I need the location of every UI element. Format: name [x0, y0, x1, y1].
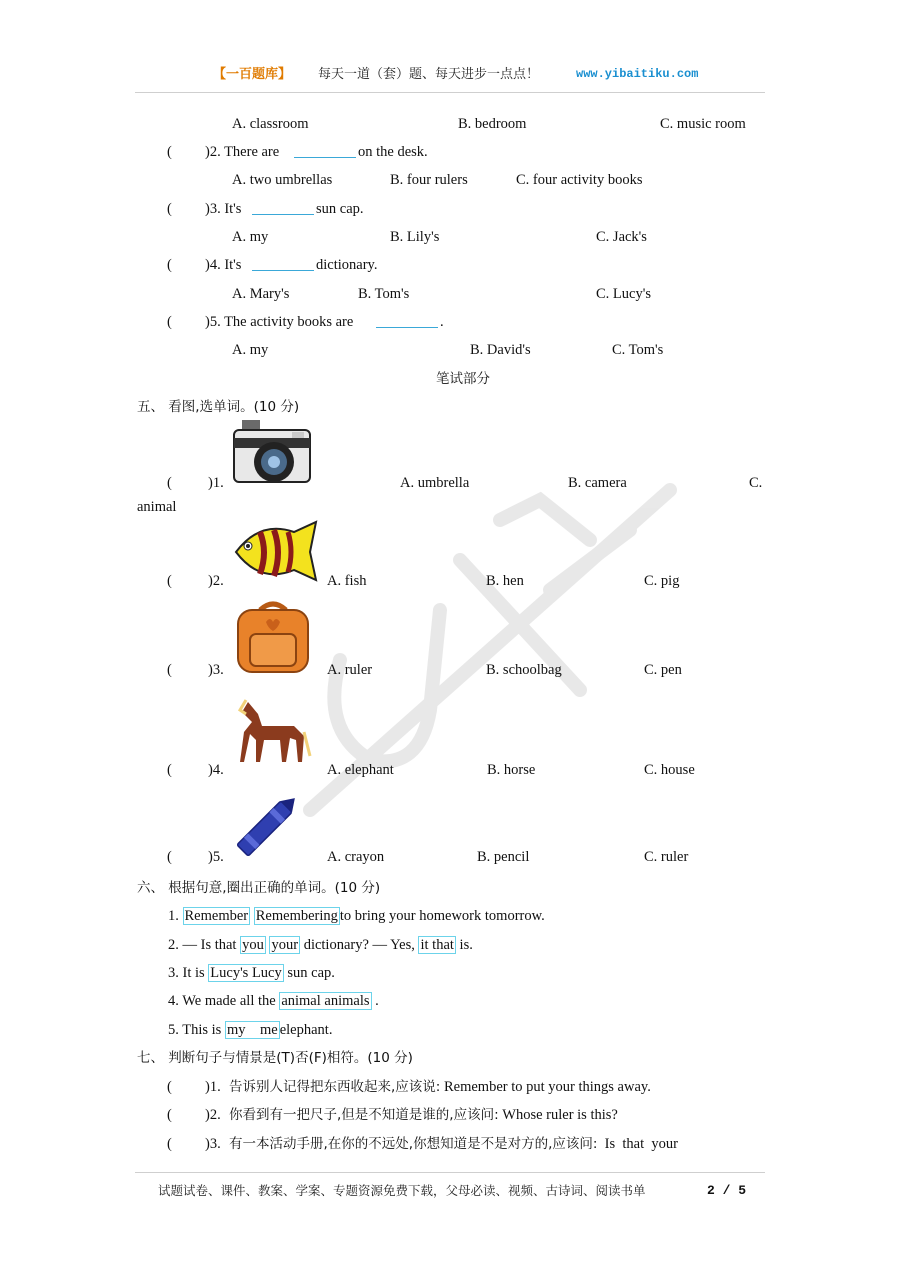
sentence-suffix: . — [371, 993, 379, 1009]
choice-word[interactable]: my me — [226, 1022, 278, 1038]
option-b[interactable]: B. hen — [486, 573, 524, 589]
answer-paren[interactable]: ( — [167, 475, 172, 491]
footer-text: 试题试卷、课件、教案、学案、专题资源免费下载，父母必读、视频、古诗词、阅读书单 — [158, 1183, 646, 1198]
page-number: 2 / 5 — [707, 1183, 747, 1198]
section6-sentence4 — [168, 992, 379, 1010]
choice-word[interactable]: Remembering — [255, 908, 338, 924]
question-stem: )5. The activity books are — [205, 314, 354, 330]
q1-option-c[interactable]: C. music room — [660, 116, 746, 132]
footer-divider — [135, 1172, 765, 1173]
answer-paren[interactable]: ( — [167, 662, 172, 678]
sentence-prefix: 3. It is — [168, 965, 209, 981]
answer-blank[interactable] — [376, 313, 438, 328]
item-statement — [229, 1106, 618, 1124]
answer-paren[interactable]: ( — [167, 849, 172, 865]
sentence-suffix: sun cap. — [283, 965, 335, 981]
q3-option-c[interactable]: C. Jack's — [596, 229, 647, 245]
option-c[interactable]: C. pen — [644, 662, 682, 678]
english-phrase: Remember to put your things away. — [440, 1079, 651, 1095]
question-stem: )3. It's — [205, 201, 242, 217]
scenario-text: 你看到有一把尺子,但是不知道是谁的,应该问: — [229, 1107, 499, 1123]
q2-option-a[interactable]: A. two umbrellas — [232, 172, 333, 188]
section6-sentence5 — [168, 1021, 332, 1039]
written-part-title: 笔试部分 — [436, 371, 490, 387]
sentence-suffix: to bring your homework tomorrow. — [339, 908, 545, 924]
section6-sentence1 — [168, 907, 545, 925]
item-number: )2. — [205, 1107, 221, 1123]
sentence-prefix: 5. This is — [168, 1022, 225, 1038]
option-b[interactable]: B. schoolbag — [486, 662, 562, 678]
schoolbag-icon — [230, 598, 316, 676]
item-number: )3. — [208, 662, 224, 678]
answer-paren[interactable]: ( — [167, 1107, 172, 1123]
english-phrase: Is that your — [597, 1136, 678, 1152]
answer-paren[interactable]: ( — [167, 1136, 172, 1152]
choice-word[interactable]: Remember — [184, 908, 249, 924]
q1-option-b[interactable]: B. bedroom — [458, 116, 527, 132]
sentence-suffix: is. — [455, 937, 473, 953]
option-b[interactable]: B. horse — [487, 762, 536, 778]
section6-title: 六、 根据句意,圈出正确的单词。(10 分) — [137, 880, 381, 896]
item-statement — [229, 1078, 651, 1096]
answer-blank[interactable] — [252, 256, 314, 271]
q5-option-b[interactable]: B. David's — [470, 342, 531, 358]
option-a[interactable]: A. umbrella — [400, 475, 470, 491]
option-a[interactable]: A. ruler — [327, 662, 373, 678]
item-number: )1. — [208, 475, 224, 491]
sentence-prefix: 2. ― Is that — [168, 937, 241, 953]
option-c[interactable]: C. pig — [644, 573, 680, 589]
answer-paren[interactable]: ( — [167, 201, 172, 217]
item-number: )5. — [208, 849, 224, 865]
option-a[interactable]: A. elephant — [327, 762, 394, 778]
camera-icon — [232, 418, 312, 490]
question-stem: )4. It's — [205, 257, 242, 273]
q4-option-a[interactable]: A. Mary's — [232, 286, 290, 302]
option-b[interactable]: B. camera — [568, 475, 627, 491]
section5-title: 五、 看图,选单词。(10 分) — [137, 399, 300, 415]
header-slogan: 每天一道（套）题、每天进步一点点！ — [318, 66, 540, 81]
watermark-logo — [250, 430, 730, 850]
q4-option-c[interactable]: C. Lucy's — [596, 286, 651, 302]
section6-sentence3 — [168, 964, 335, 982]
question-tail: . — [440, 314, 444, 330]
scenario-text: 有一本活动手册,在你的不远处,你想知道是不是对方的,应该问: — [229, 1136, 598, 1152]
answer-paren[interactable]: ( — [167, 314, 172, 330]
scenario-text: 告诉别人记得把东西收起来,应该说: — [229, 1079, 441, 1095]
answer-blank[interactable] — [294, 143, 356, 158]
question-tail: sun cap. — [316, 201, 364, 217]
q1-option-a[interactable]: A. classroom — [232, 116, 309, 132]
q5-option-c[interactable]: C. Tom's — [612, 342, 664, 358]
question-tail: dictionary. — [316, 257, 378, 273]
choice-word[interactable]: animal animals — [281, 993, 370, 1009]
option-b[interactable]: B. pencil — [477, 849, 530, 865]
item-number: )2. — [208, 573, 224, 589]
sentence-middle: dictionary? ― Yes, — [300, 937, 419, 953]
horse-icon — [232, 692, 312, 764]
section6-sentence2 — [168, 936, 473, 954]
section7-title: 七、 判断句子与情景是(T)否(F)相符。(10 分) — [137, 1050, 413, 1066]
sentence-prefix: 4. We made all the — [168, 993, 280, 1009]
q2-option-c[interactable]: C. four activity books — [516, 172, 643, 188]
item-number: )4. — [208, 762, 224, 778]
sentence-prefix: 1. — [168, 908, 183, 924]
q5-option-a[interactable]: A. my — [232, 342, 269, 358]
header-brand: 【一百题库】 — [213, 66, 292, 81]
q3-option-b[interactable]: B. Lily's — [390, 229, 440, 245]
answer-paren[interactable]: ( — [167, 573, 172, 589]
answer-blank[interactable] — [252, 200, 314, 215]
item-statement — [229, 1135, 678, 1153]
english-phrase: Whose ruler is this? — [498, 1107, 618, 1123]
crayon-icon — [228, 785, 308, 865]
header-divider — [135, 92, 765, 93]
option-c[interactable]: C. house — [644, 762, 695, 778]
option-c[interactable]: C. ruler — [644, 849, 689, 865]
choice-word[interactable]: Lucy's Lucy — [210, 965, 282, 981]
q3-option-a[interactable]: A. my — [232, 229, 269, 245]
question-stem: )2. There are — [205, 144, 280, 160]
q4-option-b[interactable]: B. Tom's — [358, 286, 410, 302]
choice-word[interactable]: your — [271, 937, 299, 953]
option-c[interactable]: C. — [749, 475, 763, 491]
option-c-text[interactable]: animal — [137, 499, 177, 515]
answer-paren[interactable]: ( — [167, 1079, 172, 1095]
item-number: )3. — [205, 1136, 221, 1152]
fish-icon — [230, 518, 320, 584]
answer-paren[interactable]: ( — [167, 144, 172, 160]
option-a[interactable]: A. crayon — [327, 849, 385, 865]
sentence-suffix: elephant. — [279, 1022, 333, 1038]
header-url-link[interactable]: www.yibaitiku.com — [576, 67, 699, 81]
answer-paren[interactable]: ( — [167, 762, 172, 778]
q2-option-b[interactable]: B. four rulers — [390, 172, 468, 188]
option-a[interactable]: A. fish — [327, 573, 367, 589]
question-tail: on the desk. — [358, 144, 428, 160]
item-number: )1. — [205, 1079, 221, 1095]
answer-paren[interactable]: ( — [167, 257, 172, 273]
choice-word[interactable]: it that — [420, 937, 454, 953]
choice-word[interactable]: you — [242, 937, 264, 953]
